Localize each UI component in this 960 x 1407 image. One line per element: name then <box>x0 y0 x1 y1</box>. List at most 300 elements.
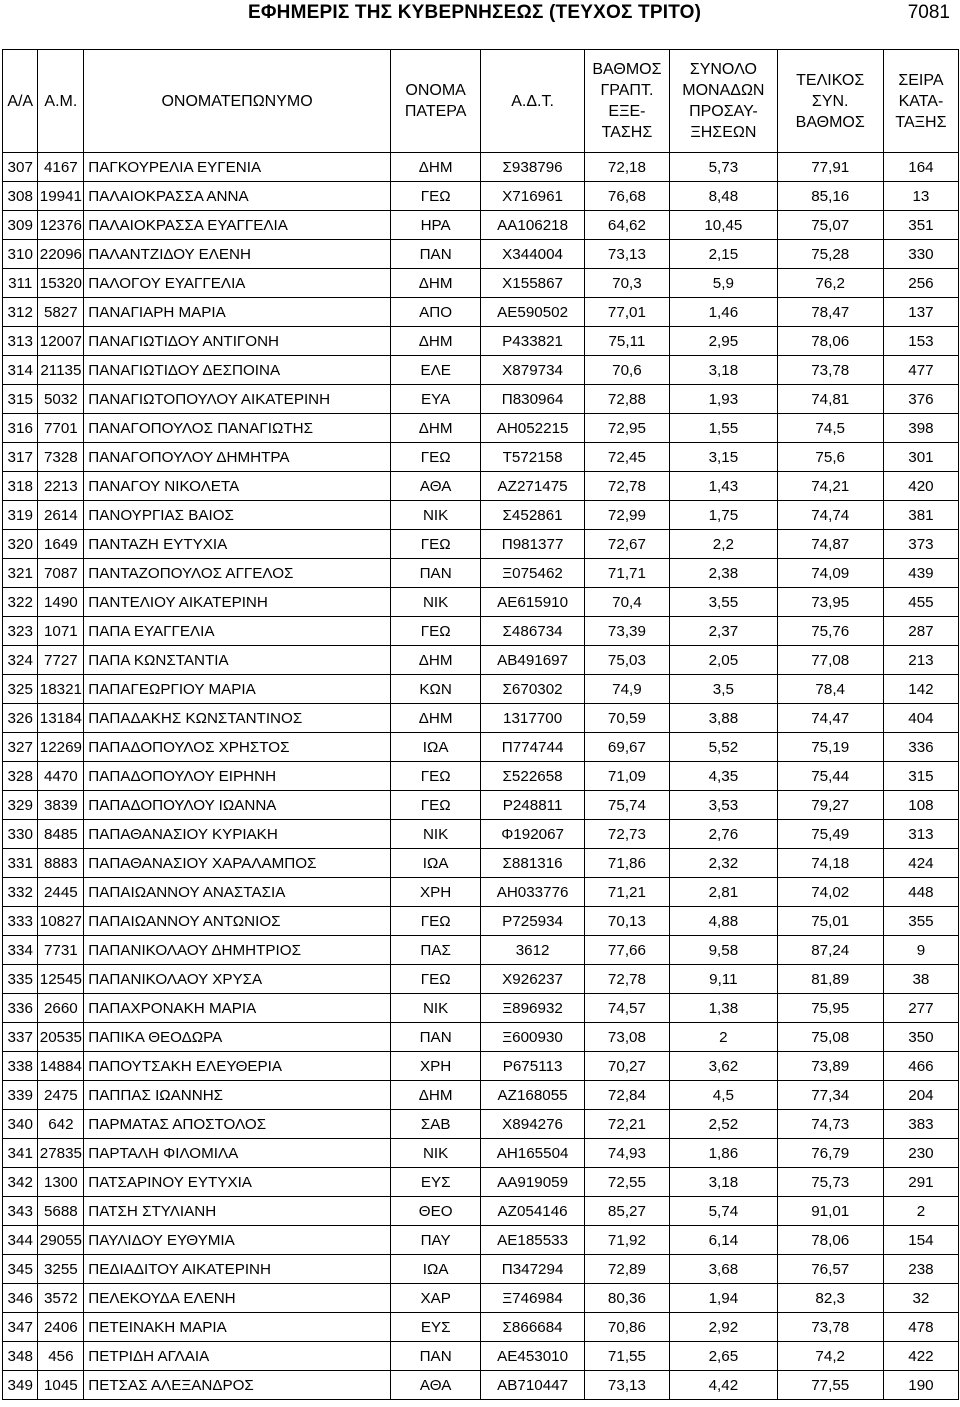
cell-aa: 328 <box>3 762 38 791</box>
cell-am: 20535 <box>38 1023 84 1052</box>
cell-father-name: ΣΑΒ <box>390 1110 481 1139</box>
cell-exam-score: 70,27 <box>584 1052 669 1081</box>
cell-id-number: Π981377 <box>481 530 584 559</box>
table-row <box>3 994 959 1023</box>
cell-aa: 347 <box>3 1313 38 1342</box>
cell-name: ΠΑΠΑΙΩΑΝΝΟΥ ΑΝΑΣΤΑΣΙΑ <box>84 878 391 907</box>
cell-father-name: ΝΙΚ <box>390 820 481 849</box>
cell-am: 3839 <box>38 791 84 820</box>
cell-exam-score: 73,08 <box>584 1023 669 1052</box>
cell-exam-score: 72,84 <box>584 1081 669 1110</box>
cell-rank: 424 <box>883 849 958 878</box>
cell-exam-score: 64,62 <box>584 211 669 240</box>
cell-am: 12376 <box>38 211 84 240</box>
cell-aa: 313 <box>3 327 38 356</box>
cell-bonus-units: 3,62 <box>670 1052 777 1081</box>
cell-am: 1071 <box>38 617 84 646</box>
table-row <box>3 530 959 559</box>
cell-father-name: ΙΩΑ <box>390 733 481 762</box>
cell-final-score: 74,09 <box>777 559 883 588</box>
cell-am: 5827 <box>38 298 84 327</box>
cell-aa: 310 <box>3 240 38 269</box>
cell-id-number: Ρ725934 <box>481 907 584 936</box>
column-header-rank-line2: ΚΑΤΑ- <box>898 92 944 110</box>
cell-id-number: ΑΖ168055 <box>481 1081 584 1110</box>
cell-final-score: 74,2 <box>777 1342 883 1371</box>
cell-id-number: ΑΕ453010 <box>481 1342 584 1371</box>
column-header-bonus-line1: ΣΥΝΟΛΟ <box>689 61 757 78</box>
cell-bonus-units: 1,86 <box>670 1139 777 1168</box>
cell-aa: 327 <box>3 733 38 762</box>
cell-am: 8883 <box>38 849 84 878</box>
column-header-name: ΟΝΟΜΑΤΕΠΩΝΥΜΟ <box>84 50 391 153</box>
cell-aa: 334 <box>3 936 38 965</box>
table-row <box>3 965 959 994</box>
cell-exam-score: 70,86 <box>584 1313 669 1342</box>
cell-rank: 9 <box>883 936 958 965</box>
cell-father-name: ΔΗΜ <box>390 704 481 733</box>
cell-rank: 466 <box>883 1052 958 1081</box>
cell-rank: 142 <box>883 675 958 704</box>
cell-bonus-units: 2,95 <box>670 327 777 356</box>
column-header-final-line2: ΣΥΝ. <box>811 92 849 110</box>
cell-id-number: ΑΑ106218 <box>481 211 584 240</box>
cell-rank: 351 <box>883 211 958 240</box>
cell-rank: 164 <box>883 153 958 182</box>
cell-father-name: ΕΥΣ <box>390 1313 481 1342</box>
cell-final-score: 73,78 <box>777 356 883 385</box>
page-header <box>0 0 960 38</box>
cell-bonus-units: 1,55 <box>670 414 777 443</box>
cell-final-score: 75,73 <box>777 1168 883 1197</box>
cell-name: ΠΕΤΕΙΝΑΚΗ ΜΑΡΙΑ <box>84 1313 391 1342</box>
cell-father-name: ΧΑΡ <box>390 1284 481 1313</box>
column-header-final-line3: ΒΑΘΜΟΣ <box>795 113 865 131</box>
cell-exam-score: 74,93 <box>584 1139 669 1168</box>
cell-father-name: ΔΗΜ <box>390 1081 481 1110</box>
cell-am: 4167 <box>38 153 84 182</box>
cell-exam-score: 73,13 <box>584 1371 669 1400</box>
table-row <box>3 878 959 907</box>
cell-am: 2614 <box>38 501 84 530</box>
cell-name: ΠΑΝΤΑΖΟΠΟΥΛΟΣ ΑΓΓΕΛΟΣ <box>84 559 391 588</box>
column-header-bonus-line4: ΞΗΣΕΩΝ <box>690 124 757 141</box>
cell-name: ΠΑΛΟΓΟΥ ΕΥΑΓΓΕΛΙΑ <box>84 269 391 298</box>
cell-id-number: ΑΖ271475 <box>481 472 584 501</box>
cell-aa: 348 <box>3 1342 38 1371</box>
column-header-adt: Α.Δ.Τ. <box>481 50 584 153</box>
cell-rank: 38 <box>883 965 958 994</box>
cell-bonus-units: 8,48 <box>670 182 777 211</box>
cell-exam-score: 77,01 <box>584 298 669 327</box>
cell-final-score: 74,74 <box>777 501 883 530</box>
cell-am: 7701 <box>38 414 84 443</box>
cell-father-name: ΑΘΑ <box>390 472 481 501</box>
cell-bonus-units: 1,75 <box>670 501 777 530</box>
cell-bonus-units: 3,88 <box>670 704 777 733</box>
cell-final-score: 77,55 <box>777 1371 883 1400</box>
cell-id-number: ΑΕ590502 <box>481 298 584 327</box>
table-row <box>3 617 959 646</box>
cell-aa: 333 <box>3 907 38 936</box>
cell-am: 2660 <box>38 994 84 1023</box>
cell-id-number: Χ155867 <box>481 269 584 298</box>
cell-exam-score: 74,57 <box>584 994 669 1023</box>
table-row <box>3 820 959 849</box>
cell-exam-score: 72,78 <box>584 472 669 501</box>
cell-father-name: ΠΑΝ <box>390 1023 481 1052</box>
cell-bonus-units: 2,52 <box>670 1110 777 1139</box>
cell-final-score: 73,95 <box>777 588 883 617</box>
cell-rank: 383 <box>883 1110 958 1139</box>
cell-aa: 335 <box>3 965 38 994</box>
cell-rank: 373 <box>883 530 958 559</box>
cell-id-number: Φ192067 <box>481 820 584 849</box>
cell-rank: 32 <box>883 1284 958 1313</box>
cell-name: ΠΑΝΑΓΙΑΡΗ ΜΑΡΙΑ <box>84 298 391 327</box>
cell-final-score: 76,57 <box>777 1255 883 1284</box>
cell-bonus-units: 4,35 <box>670 762 777 791</box>
cell-rank: 301 <box>883 443 958 472</box>
cell-exam-score: 70,4 <box>584 588 669 617</box>
cell-am: 12545 <box>38 965 84 994</box>
cell-exam-score: 72,73 <box>584 820 669 849</box>
column-header-exam-line3: ΕΞΕ- <box>608 103 646 120</box>
table-row <box>3 1197 959 1226</box>
cell-id-number: ΑΑ919059 <box>481 1168 584 1197</box>
table-row <box>3 1081 959 1110</box>
table-body <box>3 153 959 1400</box>
cell-name: ΠΑΡΤΑΛΗ ΦΙΛΟΜΙΛΑ <box>84 1139 391 1168</box>
cell-bonus-units: 5,73 <box>670 153 777 182</box>
cell-id-number: Ξ896932 <box>481 994 584 1023</box>
cell-aa: 340 <box>3 1110 38 1139</box>
cell-bonus-units: 5,9 <box>670 269 777 298</box>
cell-am: 21135 <box>38 356 84 385</box>
cell-rank: 381 <box>883 501 958 530</box>
cell-father-name: ΗΡΑ <box>390 211 481 240</box>
cell-rank: 287 <box>883 617 958 646</box>
cell-am: 12269 <box>38 733 84 762</box>
cell-father-name: ΠΑΝ <box>390 559 481 588</box>
cell-bonus-units: 4,88 <box>670 907 777 936</box>
cell-bonus-units: 6,14 <box>670 1226 777 1255</box>
cell-name: ΠΑΠΑΝΙΚΟΛΑΟΥ ΧΡΥΣΑ <box>84 965 391 994</box>
cell-rank: 153 <box>883 327 958 356</box>
cell-father-name: ΓΕΩ <box>390 762 481 791</box>
table-row <box>3 472 959 501</box>
cell-final-score: 82,3 <box>777 1284 883 1313</box>
table-row <box>3 211 959 240</box>
cell-id-number: ΑΗ033776 <box>481 878 584 907</box>
cell-aa: 342 <box>3 1168 38 1197</box>
cell-father-name: ΓΕΩ <box>390 530 481 559</box>
cell-name: ΠΕΛΕΚΟΥΔΑ ΕΛΕΝΗ <box>84 1284 391 1313</box>
cell-name: ΠΑΡΜΑΤΑΣ ΑΠΟΣΤΟΛΟΣ <box>84 1110 391 1139</box>
cell-rank: 376 <box>883 385 958 414</box>
table-row <box>3 298 959 327</box>
cell-aa: 331 <box>3 849 38 878</box>
cell-rank: 256 <box>883 269 958 298</box>
cell-bonus-units: 2,81 <box>670 878 777 907</box>
cell-aa: 315 <box>3 385 38 414</box>
cell-exam-score: 77,66 <box>584 936 669 965</box>
table-row <box>3 269 959 298</box>
cell-father-name: ΠΑΣ <box>390 936 481 965</box>
cell-rank: 448 <box>883 878 958 907</box>
cell-father-name: ΝΙΚ <box>390 588 481 617</box>
table-row <box>3 1023 959 1052</box>
cell-exam-score: 72,99 <box>584 501 669 530</box>
column-header-exam-line1: ΒΑΘΜΟΣ <box>592 61 662 78</box>
cell-aa: 339 <box>3 1081 38 1110</box>
cell-id-number: 1317700 <box>481 704 584 733</box>
cell-rank: 190 <box>883 1371 958 1400</box>
cell-father-name: ΕΥΣ <box>390 1168 481 1197</box>
cell-am: 22096 <box>38 240 84 269</box>
cell-exam-score: 72,55 <box>584 1168 669 1197</box>
cell-name: ΠΑΓΚΟΥΡΕΛΙΑ ΕΥΓΕΝΙΑ <box>84 153 391 182</box>
cell-am: 8485 <box>38 820 84 849</box>
cell-exam-score: 71,92 <box>584 1226 669 1255</box>
cell-father-name: ΚΩΝ <box>390 675 481 704</box>
cell-am: 7731 <box>38 936 84 965</box>
cell-exam-score: 85,27 <box>584 1197 669 1226</box>
cell-name: ΠΕΔΙΑΔΙΤΟΥ ΑΙΚΑΤΕΡΙΝΗ <box>84 1255 391 1284</box>
cell-exam-score: 72,21 <box>584 1110 669 1139</box>
column-header-final-line1: ΤΕΛΙΚΟΣ <box>796 71 865 89</box>
cell-aa: 325 <box>3 675 38 704</box>
cell-father-name: ΓΕΩ <box>390 617 481 646</box>
cell-aa: 338 <box>3 1052 38 1081</box>
cell-am: 7328 <box>38 443 84 472</box>
cell-exam-score: 75,74 <box>584 791 669 820</box>
cell-am: 29055 <box>38 1226 84 1255</box>
cell-father-name: ΝΙΚ <box>390 501 481 530</box>
cell-rank: 477 <box>883 356 958 385</box>
cell-bonus-units: 3,18 <box>670 356 777 385</box>
cell-exam-score: 71,55 <box>584 1342 669 1371</box>
table-row <box>3 907 959 936</box>
cell-id-number: ΑΖ054146 <box>481 1197 584 1226</box>
cell-father-name: ΝΙΚ <box>390 994 481 1023</box>
cell-final-score: 74,02 <box>777 878 883 907</box>
table-row <box>3 559 959 588</box>
table-row <box>3 1313 959 1342</box>
cell-bonus-units: 1,38 <box>670 994 777 1023</box>
cell-exam-score: 72,18 <box>584 153 669 182</box>
cell-aa: 314 <box>3 356 38 385</box>
cell-id-number: Τ572158 <box>481 443 584 472</box>
cell-am: 2475 <box>38 1081 84 1110</box>
cell-am: 7087 <box>38 559 84 588</box>
cell-father-name: ΑΘΑ <box>390 1371 481 1400</box>
cell-bonus-units: 5,74 <box>670 1197 777 1226</box>
cell-id-number: Χ344004 <box>481 240 584 269</box>
cell-exam-score: 71,71 <box>584 559 669 588</box>
cell-name: ΠΑΠΑΔΟΠΟΥΛΟΥ ΙΩΑΝΝΑ <box>84 791 391 820</box>
cell-id-number: ΑΒ710447 <box>481 1371 584 1400</box>
cell-exam-score: 70,6 <box>584 356 669 385</box>
cell-father-name: ΕΛΕ <box>390 356 481 385</box>
cell-final-score: 74,47 <box>777 704 883 733</box>
cell-rank: 137 <box>883 298 958 327</box>
table-row <box>3 791 959 820</box>
cell-exam-score: 80,36 <box>584 1284 669 1313</box>
cell-name: ΠΑΤΣΑΡΙΝΟΥ ΕΥΤΥΧΙΑ <box>84 1168 391 1197</box>
column-header-bonus-line3: ΠΡΟΣΑΥ- <box>689 103 758 120</box>
cell-final-score: 73,78 <box>777 1313 883 1342</box>
cell-name: ΠΑΛΑΙΟΚΡΑΣΣΑ ΕΥΑΓΓΕΛΙΑ <box>84 211 391 240</box>
cell-bonus-units: 10,45 <box>670 211 777 240</box>
cell-rank: 350 <box>883 1023 958 1052</box>
cell-final-score: 76,79 <box>777 1139 883 1168</box>
cell-exam-score: 72,95 <box>584 414 669 443</box>
cell-rank: 455 <box>883 588 958 617</box>
cell-id-number: Ρ248811 <box>481 791 584 820</box>
cell-am: 19941 <box>38 182 84 211</box>
cell-bonus-units: 1,46 <box>670 298 777 327</box>
cell-rank: 108 <box>883 791 958 820</box>
cell-name: ΠΑΠΟΥΤΣΑΚΗ ΕΛΕΥΘΕΡΙΑ <box>84 1052 391 1081</box>
cell-id-number: Ρ675113 <box>481 1052 584 1081</box>
cell-am: 10827 <box>38 907 84 936</box>
cell-final-score: 74,87 <box>777 530 883 559</box>
cell-am: 12007 <box>38 327 84 356</box>
cell-name: ΠΑΠΑΘΑΝΑΣΙΟΥ ΚΥΡΙΑΚΗ <box>84 820 391 849</box>
table-row <box>3 443 959 472</box>
cell-father-name: ΠΑΝ <box>390 1342 481 1371</box>
table-row <box>3 385 959 414</box>
cell-am: 642 <box>38 1110 84 1139</box>
cell-name: ΠΑΝΑΓΙΩΤΟΠΟΥΛΟΥ ΑΙΚΑΤΕΡΙΝΗ <box>84 385 391 414</box>
cell-id-number: Σ866684 <box>481 1313 584 1342</box>
table-row <box>3 588 959 617</box>
cell-rank: 277 <box>883 994 958 1023</box>
cell-rank: 336 <box>883 733 958 762</box>
cell-exam-score: 76,68 <box>584 182 669 211</box>
cell-father-name: ΑΠΟ <box>390 298 481 327</box>
cell-aa: 309 <box>3 211 38 240</box>
cell-id-number: Π830964 <box>481 385 584 414</box>
cell-id-number: Χ716961 <box>481 182 584 211</box>
cell-final-score: 75,76 <box>777 617 883 646</box>
table-row <box>3 356 959 385</box>
cell-exam-score: 71,09 <box>584 762 669 791</box>
cell-exam-score: 70,59 <box>584 704 669 733</box>
cell-id-number: Χ926237 <box>481 965 584 994</box>
cell-rank: 2 <box>883 1197 958 1226</box>
cell-am: 18321 <box>38 675 84 704</box>
cell-bonus-units: 3,53 <box>670 791 777 820</box>
cell-name: ΠΑΝΑΓΟΥ ΝΙΚΟΛΕΤΑ <box>84 472 391 501</box>
cell-name: ΠΑΠΑΔΟΠΟΥΛΟΣ ΧΡΗΣΤΟΣ <box>84 733 391 762</box>
cell-father-name: ΓΕΩ <box>390 791 481 820</box>
cell-id-number: Σ938796 <box>481 153 584 182</box>
cell-name: ΠΑΝΤΑΖΗ ΕΥΤΥΧΙΑ <box>84 530 391 559</box>
cell-aa: 332 <box>3 878 38 907</box>
table-row <box>3 182 959 211</box>
cell-am: 1045 <box>38 1371 84 1400</box>
cell-exam-score: 73,13 <box>584 240 669 269</box>
cell-father-name: ΙΩΑ <box>390 849 481 878</box>
cell-am: 2406 <box>38 1313 84 1342</box>
cell-father-name: ΔΗΜ <box>390 269 481 298</box>
cell-final-score: 87,24 <box>777 936 883 965</box>
table-row <box>3 936 959 965</box>
cell-name: ΠΑΠΠΑΣ ΙΩΑΝΝΗΣ <box>84 1081 391 1110</box>
cell-bonus-units: 9,11 <box>670 965 777 994</box>
cell-am: 15320 <box>38 269 84 298</box>
cell-am: 3255 <box>38 1255 84 1284</box>
cell-father-name: ΔΗΜ <box>390 414 481 443</box>
cell-am: 5688 <box>38 1197 84 1226</box>
cell-am: 13184 <box>38 704 84 733</box>
cell-id-number: Σ452861 <box>481 501 584 530</box>
cell-aa: 319 <box>3 501 38 530</box>
column-header-exam-line4: ΤΑΣΗΣ <box>601 124 653 141</box>
cell-id-number: Χ894276 <box>481 1110 584 1139</box>
cell-name: ΠΑΝΑΓΙΩΤΙΔΟΥ ΔΕΣΠΟΙΝΑ <box>84 356 391 385</box>
cell-father-name: ΔΗΜ <box>390 646 481 675</box>
cell-rank: 439 <box>883 559 958 588</box>
cell-final-score: 75,07 <box>777 211 883 240</box>
cell-bonus-units: 3,18 <box>670 1168 777 1197</box>
cell-name: ΠΑΠΑΝΙΚΟΛΑΟΥ ΔΗΜΗΤΡΙΟΣ <box>84 936 391 965</box>
cell-name: ΠΑΠΑΔΑΚΗΣ ΚΩΝΣΤΑΝΤΙΝΟΣ <box>84 704 391 733</box>
cell-name: ΠΑΝΟΥΡΓΙΑΣ ΒΑΙΟΣ <box>84 501 391 530</box>
cell-father-name: ΘΕΟ <box>390 1197 481 1226</box>
cell-am: 2445 <box>38 878 84 907</box>
cell-final-score: 77,08 <box>777 646 883 675</box>
cell-id-number: Π347294 <box>481 1255 584 1284</box>
cell-bonus-units: 2,05 <box>670 646 777 675</box>
table-row <box>3 414 959 443</box>
table-row <box>3 1342 959 1371</box>
column-header-final <box>777 50 883 153</box>
cell-exam-score: 75,03 <box>584 646 669 675</box>
cell-id-number: Ρ433821 <box>481 327 584 356</box>
cell-name: ΠΑΠΑΧΡΟΝΑΚΗ ΜΑΡΙΑ <box>84 994 391 1023</box>
table-header <box>3 50 959 153</box>
header-row <box>3 50 959 153</box>
cell-name: ΠΑΠΙΚΑ ΘΕΟΔΩΡΑ <box>84 1023 391 1052</box>
cell-bonus-units: 3,15 <box>670 443 777 472</box>
cell-final-score: 74,81 <box>777 385 883 414</box>
cell-bonus-units: 2,2 <box>670 530 777 559</box>
cell-exam-score: 72,89 <box>584 1255 669 1284</box>
cell-exam-score: 70,3 <box>584 269 669 298</box>
column-header-bonus-line2: ΜΟΝΑΔΩΝ <box>682 82 765 99</box>
cell-final-score: 75,95 <box>777 994 883 1023</box>
cell-rank: 154 <box>883 1226 958 1255</box>
cell-aa: 343 <box>3 1197 38 1226</box>
cell-aa: 322 <box>3 588 38 617</box>
column-header-father-line2: ΠΑΤΕΡΑ <box>404 103 467 120</box>
cell-father-name: ΓΕΩ <box>390 907 481 936</box>
cell-aa: 344 <box>3 1226 38 1255</box>
cell-bonus-units: 2,15 <box>670 240 777 269</box>
cell-aa: 336 <box>3 994 38 1023</box>
cell-am: 1490 <box>38 588 84 617</box>
cell-bonus-units: 1,94 <box>670 1284 777 1313</box>
cell-id-number: ΑΕ185533 <box>481 1226 584 1255</box>
cell-am: 5032 <box>38 385 84 414</box>
cell-final-score: 77,34 <box>777 1081 883 1110</box>
cell-id-number: ΑΕ615910 <box>481 588 584 617</box>
cell-bonus-units: 2,92 <box>670 1313 777 1342</box>
cell-rank: 315 <box>883 762 958 791</box>
